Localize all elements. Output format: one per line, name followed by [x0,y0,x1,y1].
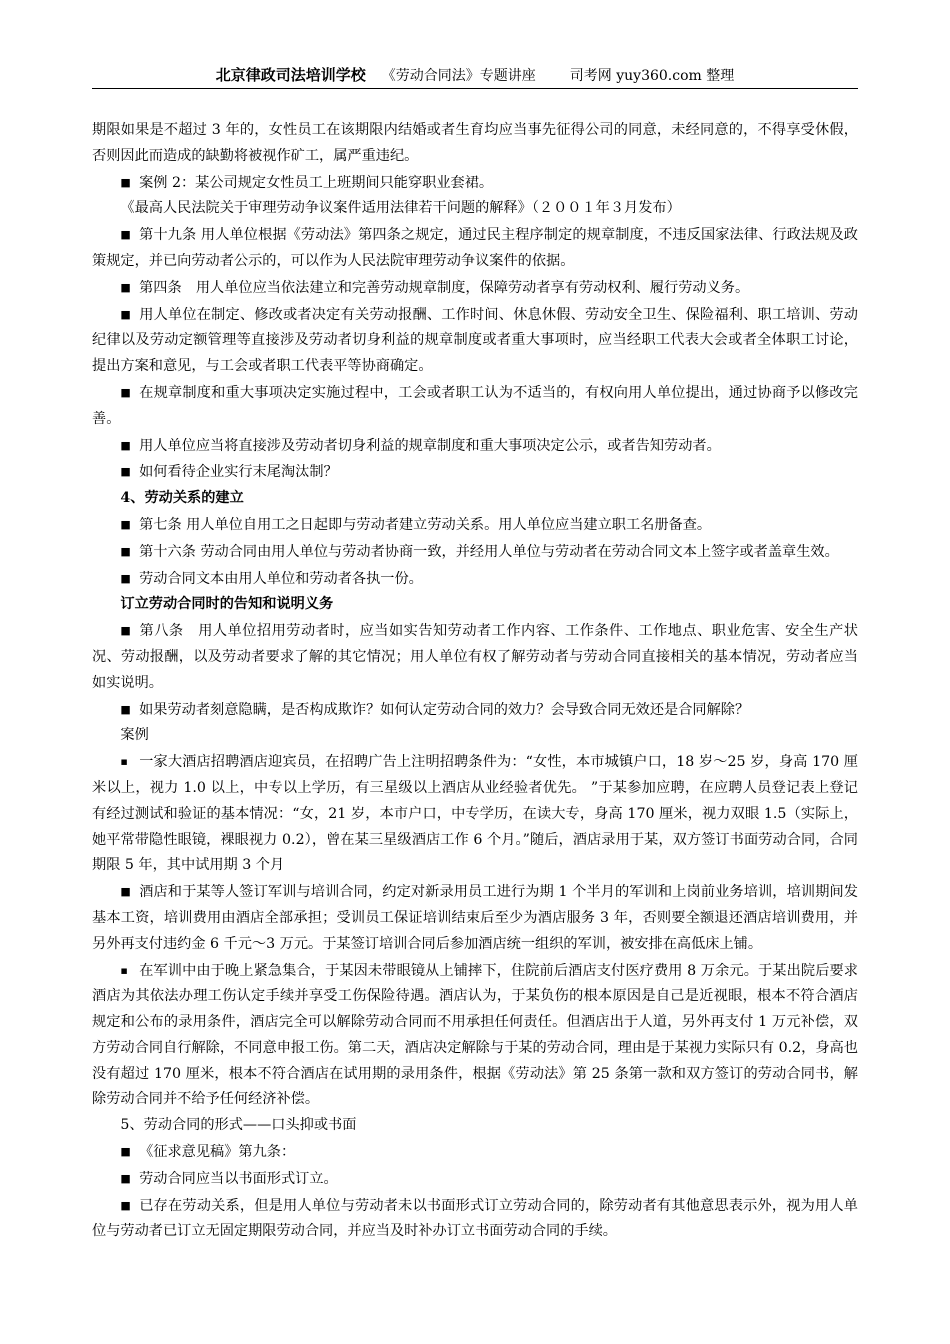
paragraph-text: 案例 2：某公司规定女性员工上班期间只能穿职业套裙。 [139,174,494,191]
list-item [92,697,858,724]
paragraph-text: 一家大酒店招聘酒店迎宾员，在招聘广告上注明招聘条件为：“女性，本市城镇户口，18 岁～25 岁，身高 170 厘米以上，视力 1.0 以上，中专以上学历，有三星级以上酒店从业经验者优先。 ”于某参加应聘，在应聘人员登记表上登记有经过测试和验证的基本情况：“女，21 岁，本市户口，中专学历，在读大专，身高 170 厘米，视力双眼 1.5（实际上，她平常带隐性眼镜，裸眼视力 0.2），曾在某三星级酒店工作 6 个月。”随后，酒店录用于某，双方签订书面劳动合同，合同期限 5 年，其中试用期 3 个月 [92,754,858,874]
list-item [92,1139,858,1166]
bullet-icon: ■ [120,885,131,899]
list-item [92,512,858,539]
list-item [92,958,858,1114]
list-item [92,618,858,696]
section-heading: 订立劳动合同时的告知和说明义务 [120,596,334,613]
list-item [92,222,858,275]
list-item [92,1193,858,1246]
paragraph-text: 第八条 用人单位招用劳动者时，应当如实告知劳动者工作内容、工作条件、工作地点、职业危害、安全生产状况、劳动报酬，以及劳动者要求了解的其它情况；用人单位有权了解劳动者与劳动合同直接相关的基本情况，劳动者应当如实说明。 [92,623,858,691]
bullet-icon: ■ [120,438,131,452]
bullet-icon: ■ [120,385,131,399]
bullet-icon: ■ [120,571,131,585]
paragraph-text: 在规章制度和重大事项决定实施过程中，工会或者职工认为不适当的，有权向用人单位提出，通过协商予以修改完善。 [92,384,858,427]
list-item [92,275,858,302]
paragraph-text: 用人单位在制定、修改或者决定有关劳动报酬、工作时间、休息休假、劳动安全卫生、保险福利、职工培训、劳动纪律以及劳动定额管理等直接涉及劳动者切身利益的规章制度或者重大事项时，应当经职工代表大会或者全体职工讨论，提出方案和意见，与工会或者职工代表平等协商确定。 [92,306,858,375]
small-bullet-icon: ▪ [120,755,128,769]
list-item [92,302,858,380]
bullet-icon: ■ [120,517,131,531]
list-item [92,1166,858,1193]
list-item [92,459,858,486]
school-name: 北京律政司法培训学校 [215,66,366,84]
bullet-icon: ■ [120,228,131,242]
section-heading: 4、劳动关系的建立 [120,490,244,507]
bullet-icon: ■ [120,624,131,638]
source-note: 司考网 yuy360.com 整理 [569,68,735,84]
bullet-icon: ■ [120,465,131,479]
list-item [92,749,858,879]
paragraph: 案例 [120,727,149,744]
list-item [92,539,858,566]
paragraph-text: 《征求意见稿》第九条： [139,1144,296,1161]
paragraph-text: 劳动合同应当以书面形式订立。 [139,1170,338,1187]
list-item [92,170,858,197]
paragraph: 期限如果是不超过 3 年的，女性员工在该期限内结婚或者生育均应当事先征得公司的同意，未经同意的，不得享受休假，否则因此而造成的缺勤将被视作矿工，属严重违纪。 [92,122,858,164]
lecture-title: 《劳动合同法》专题讲座 [381,68,536,84]
paragraph-text: 用人单位应当将直接涉及劳动者切身利益的规章制度和重大事项决定公示，或者告知劳动者。 [139,437,721,454]
small-bullet-icon: ▪ [120,963,128,977]
section-heading: 5、劳动合同的形式——口头抑或书面 [120,1117,357,1134]
paragraph: 《最高人民法院关于审理劳动争议案件适用法律若干问题的解释》（２００１年３月发布） [120,200,681,217]
document-body [92,118,858,1245]
list-item [92,433,858,460]
bullet-icon: ■ [120,1198,131,1212]
list-item [92,566,858,593]
paragraph-text: 已存在劳动关系，但是用人单位与劳动者未以书面形式订立劳动合同的，除劳动者有其他意思表示外，视为用人单位与劳动者已订立无固定期限劳动合同，并应当及时补办订立书面劳动合同的手续。 [92,1197,858,1240]
bullet-icon: ■ [120,175,131,189]
bullet-icon: ■ [120,1171,131,1185]
paragraph-text: 第十九条 用人单位根据《劳动法》第四条之规定，通过民主程序制定的规章制度，不违反国家法律、行政法规及政策规定，并已向劳动者公示的，可以作为人民法院审理劳动争议案件的依据。 [92,227,858,269]
paragraph-text: 如何看待企业实行末尾淘汰制？ [139,464,338,481]
paragraph-text: 第十六条 劳动合同由用人单位与劳动者协商一致，并经用人单位与劳动者在劳动合同文本上签字或者盖章生效。 [139,543,839,560]
bullet-icon: ■ [120,544,131,558]
bullet-icon: ■ [120,307,131,321]
page-header [92,64,858,89]
paragraph-text: 第七条 用人单位自用工之日起即与劳动者建立劳动关系。用人单位应当建立职工名册备查。 [139,516,712,533]
list-item [92,380,858,433]
paragraph-text: 劳动合同文本由用人单位和劳动者各执一份。 [139,570,423,587]
bullet-icon: ■ [120,280,131,294]
paragraph-text: 酒店和于某等人签订军训与培训合同，约定对新录用员工进行为期 1 个半月的军训和上岗前业务培训，培训期间发基本工资，培训费用由酒店全部承担；受训员工保证培训结束后至少为酒店服务 3 年，否则要全额退还酒店培训费用，并另外再支付违约金 6 千元～3 万元。于某签订培训合同后参加酒店统一组织的军训，被安排在高低床上铺。 [92,884,858,952]
paragraph-text: 如果劳动者刻意隐瞒，是否构成欺诈？如何认定劳动合同的效力？会导致合同无效还是合同解除？ [139,701,750,718]
list-item [92,879,858,957]
paragraph-text: 在军训中由于晚上紧急集合，于某因未带眼镜从上铺摔下，住院前后酒店支付医疗费用 8 万余元。于某出院后要求酒店为其依法办理工伤认定手续并享受工伤保险待遇。酒店认为，于某负伤的根本原因是自己是近视眼，根本不符合酒店规定和公布的录用条件，酒店完全可以解除劳动合同而不用承担任何责任。但酒店出于人道，另外再支付 1 万元补偿，双方劳动合同自行解除，不同意申报工伤。第二天，酒店决定解除与于某的劳动合同，理由是于某视力实际只有 0.2，身高也没有超过 170 厘米，根本不符合酒店在试用期的录用条件，根据《劳动法》第 25 条第一款和双方签订的劳动合同书，解除劳动合同并不给予任何经济补偿。 [92,962,858,1108]
bullet-icon: ■ [120,702,131,716]
paragraph-text: 第四条 用人单位应当依法建立和完善劳动规章制度，保障劳动者享有劳动权利、履行劳动义务。 [139,279,750,296]
bullet-icon: ■ [120,1145,131,1159]
